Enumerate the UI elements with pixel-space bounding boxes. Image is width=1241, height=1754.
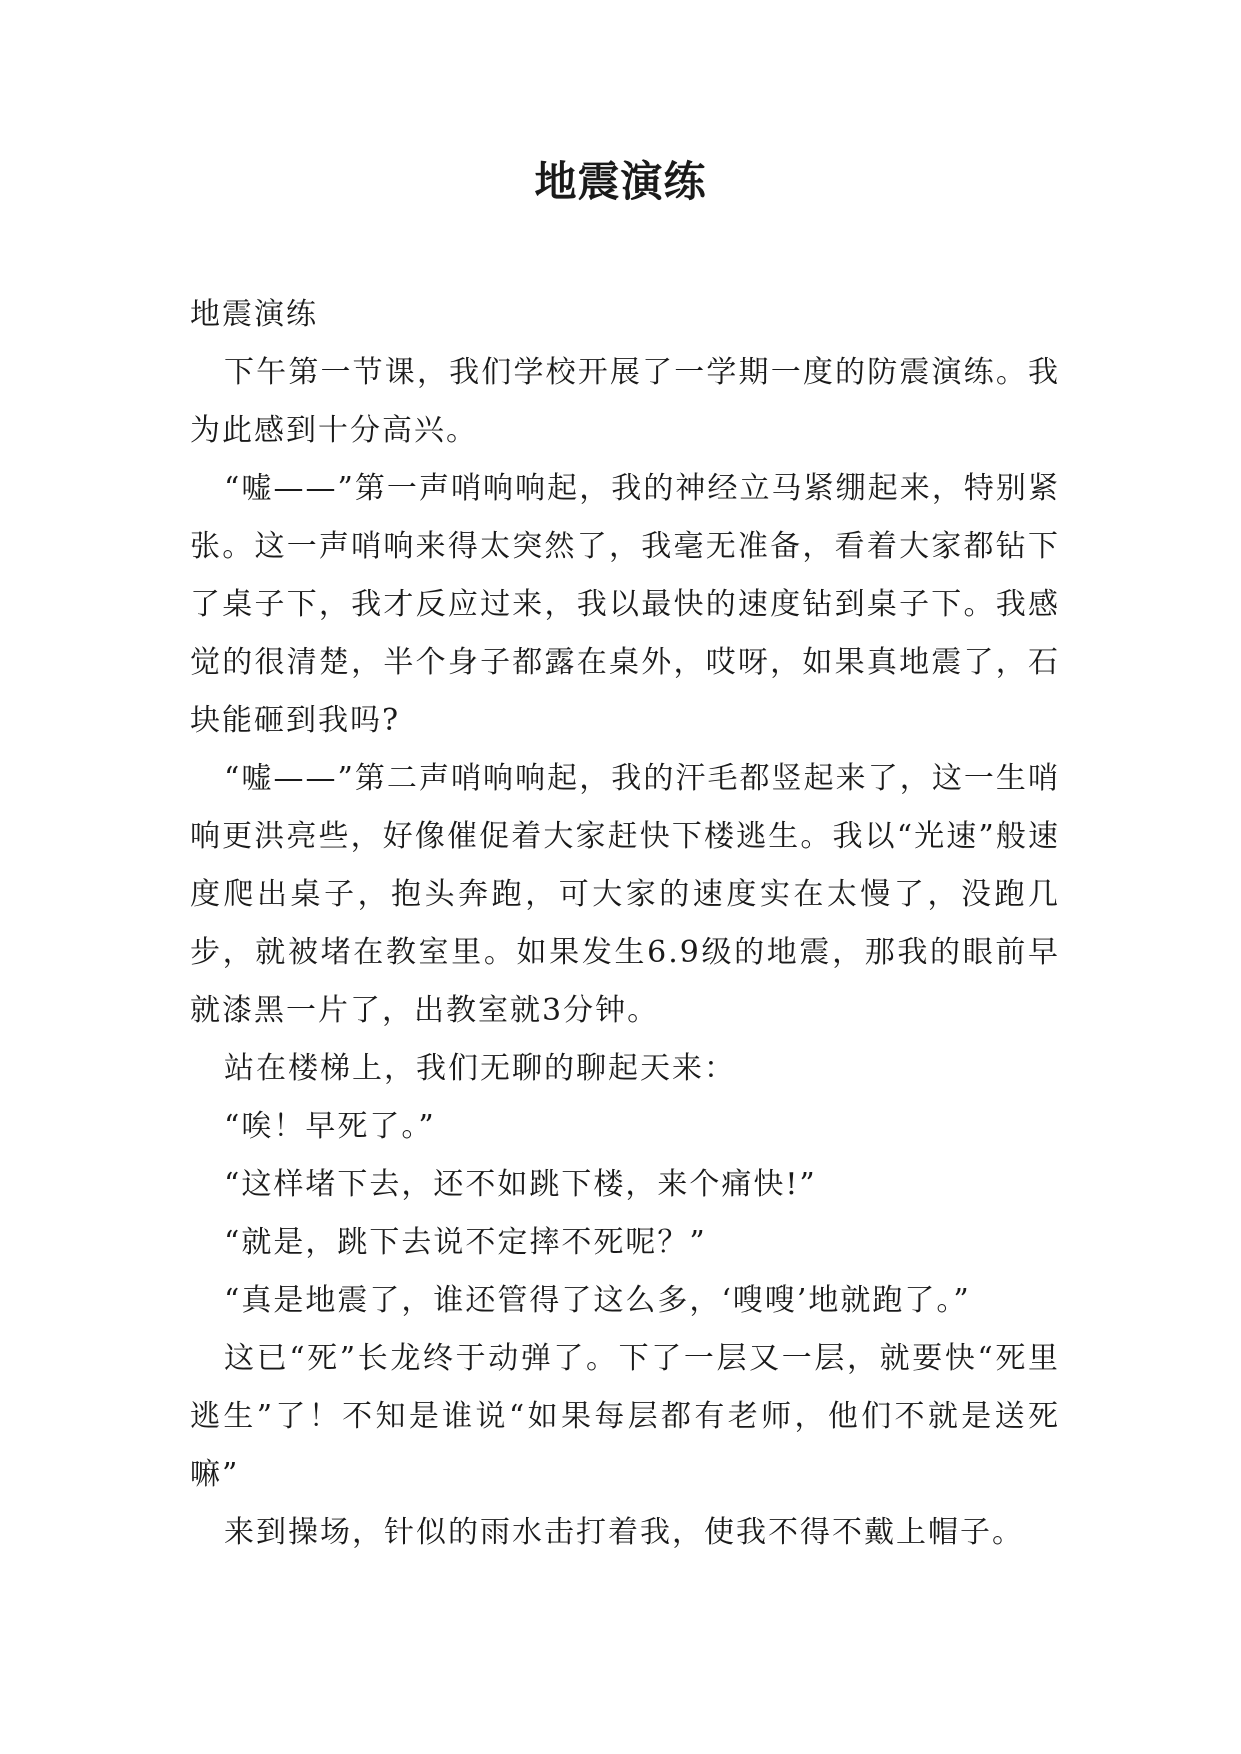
document-body (190, 286, 1060, 1562)
paragraph: “就是，跳下去说不定摔不死呢？” (224, 1225, 707, 1260)
paragraph: 站在楼梯上，我们无聊的聊起天来： (224, 1051, 736, 1086)
paragraph: 这已“死”长龙终于动弹了。下了一层又一层，就要快“死里逃生”了！不知是谁说“如果每层都有老师，他们不就是送死嘛” (190, 1341, 1060, 1492)
paragraph: “嘘——”第一声哨响响起，我的神经立马紧绷起来，特别紧张。这一声哨响来得太突然了，我毫无准备，看着大家都钻下了桌子下，我才反应过来，我以最快的速度钻到桌子下。我感觉的很清楚，半个身子都露在桌外，哎呀，如果真地震了，石块能砸到我吗? (190, 471, 1060, 738)
paragraph: “真是地震了，谁还管得了这么多，‘嗖嗖’地就跑了。” (224, 1283, 971, 1318)
paragraph: 来到操场，针似的雨水击打着我，使我不得不戴上帽子。 (224, 1515, 1024, 1550)
paragraph-subtitle: 地震演练 (190, 297, 318, 332)
document-title: 地震演练 (534, 157, 707, 206)
paragraph: “这样堵下去，还不如跳下楼，来个痛快!” (224, 1167, 817, 1202)
paragraph: 下午第一节课，我们学校开展了一学期一度的防震演练。我为此感到十分高兴。 (190, 355, 1060, 448)
paragraph: “嘘——”第二声哨响响起，我的汗毛都竖起来了，这一生哨响更洪亮些，好像催促着大家赶快下楼逃生。我以“光速”般速度爬出桌子，抱头奔跑，可大家的速度实在太慢了，没跑几步，就被堵在教室里。如果发生6.9级的地震，那我的眼前早就漆黑一片了，出教室就3分钟。 (190, 761, 1060, 1028)
paragraph: “唉！早死了。” (224, 1109, 436, 1144)
